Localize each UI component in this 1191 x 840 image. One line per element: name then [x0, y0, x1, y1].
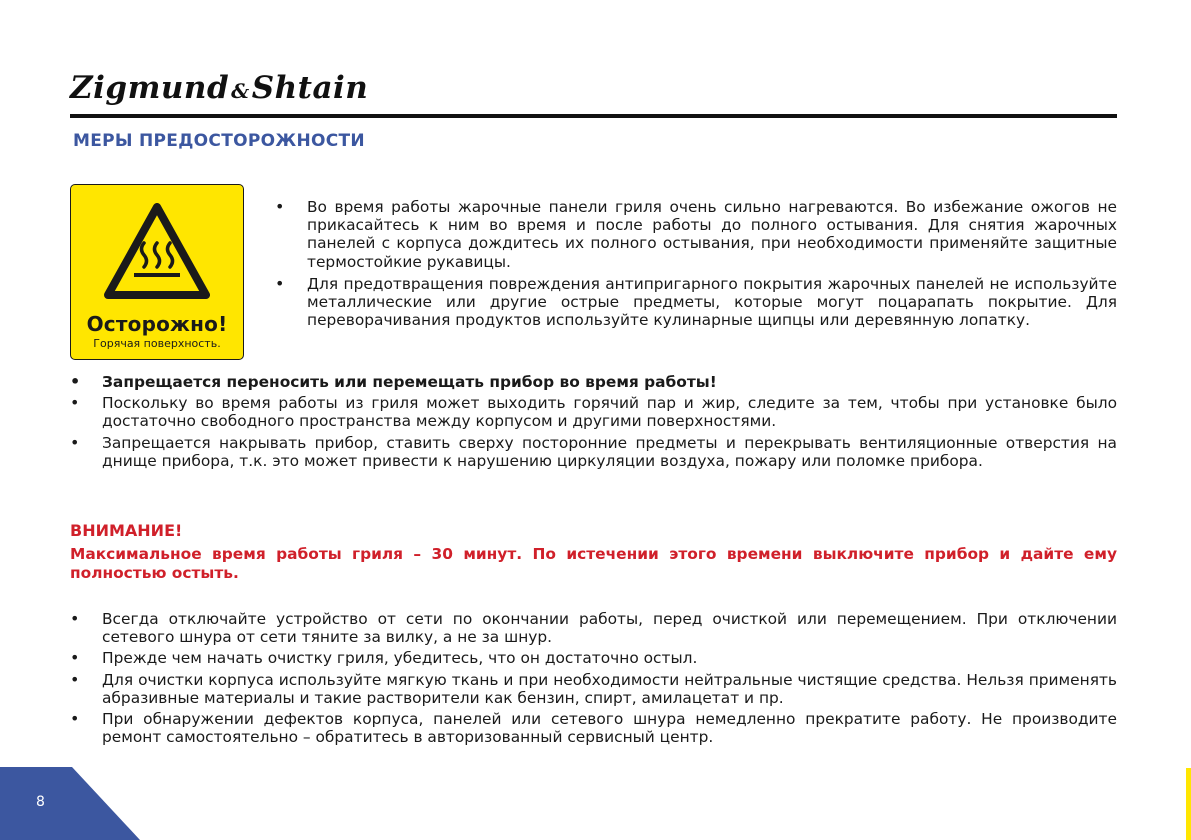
list-item: • Запрещается переносить или перемещать прибор во время работы!: [70, 373, 1117, 391]
warning-title: Осторожно!: [86, 312, 228, 336]
list-item: • Поскольку во время работы из гриля может выходить горячий пар и жир, следите за тем, чтобы при установке было достаточно свободного пространства между корпусом и другими поверхностями.: [70, 394, 1117, 430]
section-title: МЕРЫ ПРЕДОСТОРОЖНОСТИ: [73, 131, 365, 151]
precautions-list-middle: [70, 373, 1117, 473]
list-item: • При обнаружении дефектов корпуса, панелей или сетевого шнура немедленно прекратите работу. Не производите ремонт самостоятельно – обратитесь в авторизованный сервисный центр.: [70, 710, 1117, 746]
attention-text: Максимальное время работы гриля – 30 минут. По истечении этого времени выключите прибор и дайте ему полностью остыть.: [70, 545, 1117, 582]
logo-ampersand: &: [231, 79, 250, 103]
logo-right: Shtain: [251, 70, 369, 106]
corner-mark: [1186, 768, 1191, 840]
warning-subtitle: Горячая поверхность.: [93, 337, 221, 350]
header-rule: [70, 114, 1117, 118]
precautions-list-bottom: [70, 610, 1117, 749]
brand-logo: [70, 70, 368, 106]
list-item: • Всегда отключайте устройство от сети по окончании работы, перед очисткой или перемещением. При отключении сетевого шнура от сети тяните за вилку, а не за шнур.: [70, 610, 1117, 646]
list-item: • Во время работы жарочные панели гриля очень сильно нагреваются. Во избежание ожогов не прикасайтесь к ним во время и после работы до полного остывания. Для снятия жарочных панелей с корпуса дождитесь их полного остывания, при необходимости применяйте защитные термостойкие рукавицы.: [275, 198, 1117, 271]
hot-surface-sign: [70, 184, 244, 360]
list-item: • Запрещается накрывать прибор, ставить сверху посторонние предметы и перекрывать вентиляционные отверстия на днище прибора, т.к. это может привести к нарушению циркуляции воздуха, пожару или поломке прибора.: [70, 434, 1117, 470]
page-corner-shape: [0, 767, 140, 840]
hot-surface-warning-icon: [104, 203, 210, 303]
list-item: • Для очистки корпуса используйте мягкую ткань и при необходимости нейтральные чистящие средства. Нельзя применять абразивные материалы и такие растворители как бензин, спирт, амилацетат и пр.: [70, 671, 1117, 707]
precautions-list-top: [275, 198, 1117, 333]
attention-heading: ВНИМАНИЕ!: [70, 521, 183, 540]
page-number: 8: [36, 794, 45, 810]
list-item: • Прежде чем начать очистку гриля, убедитесь, что он достаточно остыл.: [70, 649, 1117, 667]
logo-left: Zigmund: [70, 70, 230, 106]
list-item: • Для предотвращения повреждения антипригарного покрытия жарочных панелей не используйте металлические или другие острые предметы, которые могут поцарапать покрытие. Для переворачивания продуктов используйте кулинарные щипцы или деревянную лопатку.: [275, 275, 1117, 330]
